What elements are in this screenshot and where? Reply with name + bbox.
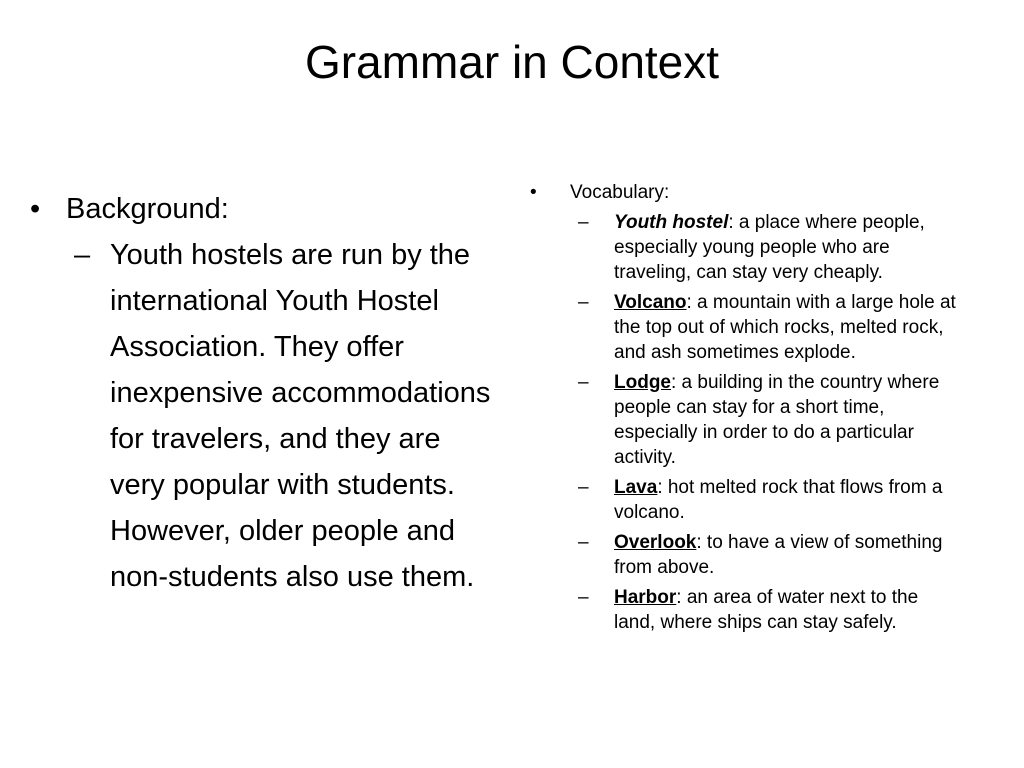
vocabulary-item-volcano [578, 290, 990, 365]
vocabulary-entry [614, 290, 964, 365]
dash-marker: – [578, 587, 589, 608]
bullet-marker: • [530, 182, 537, 203]
vocabulary-entry [614, 210, 964, 285]
vocabulary-heading: Vocabulary: [570, 182, 670, 203]
background-paragraph: Youth hostels are run by the international Youth Hostel Association. They offer inexpensive accommodations for travelers, and they are very popular with students. However, older people and non-students also use them. [110, 239, 491, 593]
vocabulary-entry [614, 370, 964, 470]
vocabulary-entry [614, 475, 964, 525]
dash-marker: – [74, 239, 91, 271]
vocabulary-entry [614, 585, 964, 635]
vocabulary-term: Lodge [614, 372, 671, 393]
vocabulary-term: Overlook [614, 532, 697, 553]
vocabulary-item-lava [578, 475, 990, 525]
vocabulary-definition: : to have a view of something from above. [614, 532, 943, 578]
vocabulary-bullet [530, 180, 990, 205]
vocabulary-term: Harbor [614, 587, 677, 608]
slide-title: Grammar in Context [304, 36, 720, 88]
background-column [30, 186, 500, 600]
vocabulary-item-lodge [578, 370, 990, 470]
vocabulary-item-youth-hostel [578, 210, 990, 285]
dash-marker: – [578, 477, 589, 498]
vocabulary-entry [614, 530, 964, 580]
vocabulary-term: Volcano [614, 292, 687, 313]
dash-marker: – [578, 212, 589, 233]
vocabulary-definition: : a place where people, especially young people who are traveling, can stay very cheaply. [614, 212, 925, 283]
vocabulary-definition: : a building in the country where people can stay for a short time, especially in order to do a particular activity. [614, 372, 940, 468]
vocabulary-list [578, 210, 990, 635]
background-sub-bullet [74, 232, 500, 600]
background-heading: Background: [66, 193, 229, 225]
vocabulary-term: Youth hostel [614, 212, 729, 233]
dash-marker: – [578, 292, 589, 313]
dash-marker: – [578, 372, 589, 393]
vocabulary-item-harbor [578, 585, 990, 635]
dash-marker: – [578, 532, 589, 553]
background-bullet [30, 186, 500, 232]
vocabulary-column [530, 180, 990, 635]
vocabulary-item-overlook [578, 530, 990, 580]
vocabulary-definition: : an area of water next to the land, where ships can stay safely. [614, 587, 919, 633]
vocabulary-term: Lava [614, 477, 658, 498]
vocabulary-definition: : hot melted rock that flows from a volcano. [614, 477, 943, 523]
bullet-marker: • [30, 193, 41, 225]
vocabulary-definition: : a mountain with a large hole at the top out of which rocks, melted rock, and ash sometimes explode. [614, 292, 956, 363]
